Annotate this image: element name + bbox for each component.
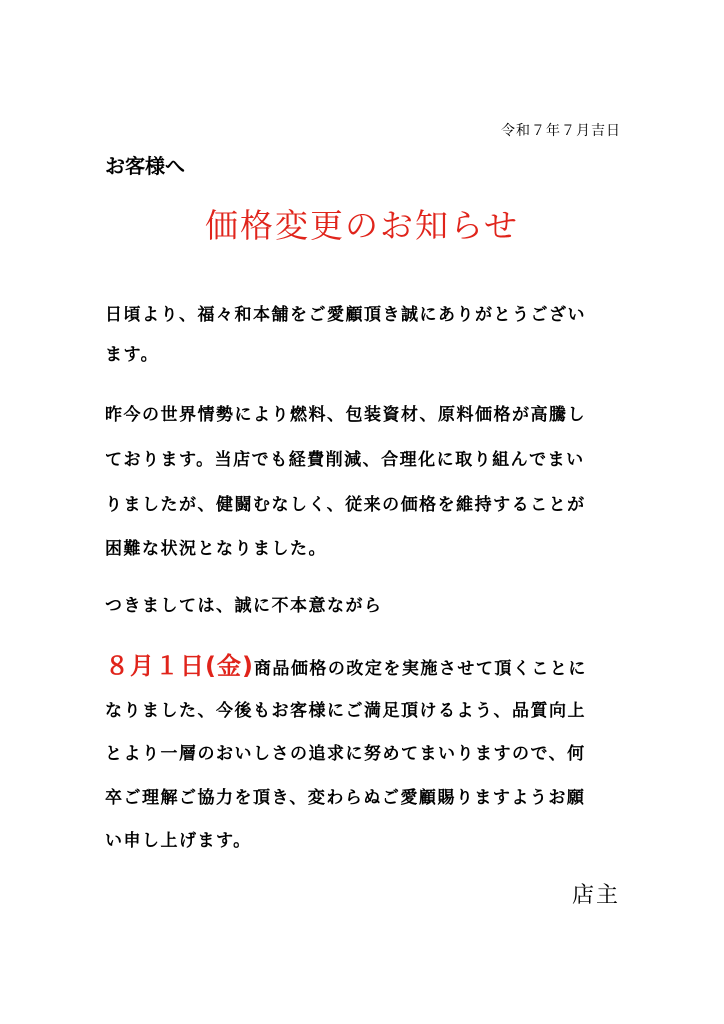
effective-date: ８月１日(金) — [105, 652, 254, 680]
paragraph-line: つきましては、誠に不本意ながら — [105, 596, 383, 616]
paragraph-line: 困難な状況となりました。 — [105, 539, 327, 559]
paragraph-line: 卒ご理解ご協力を頂き、変わらぬご愛顧賜りますようお願 — [105, 788, 586, 808]
paragraph-line: 昨今の世界情勢により燃料、包装資材、原料価格が高騰し — [105, 405, 586, 425]
announcement-text: 商品価格の改定を実施させて頂くことに — [253, 659, 587, 679]
paragraph-line: とより一層のおいしさの追求に努めてまいりますので、何 — [105, 744, 586, 764]
notice-title: 価格変更のお知らせ — [204, 206, 519, 245]
paragraph-line: りましたが、健闘むなしく、従来の価格を維持することが — [105, 495, 586, 515]
addressee: お客様へ — [105, 154, 185, 178]
notice-date: 令和７年７月吉日 — [501, 123, 621, 139]
announcement-first-line — [105, 646, 587, 681]
paragraph-line: ます。 — [105, 345, 160, 365]
paragraph-line: ております。当店でも経費削減、合理化に取り組んでまい — [105, 450, 585, 470]
paragraph-line: なりました、今後もお客様にご満足頂けるよう、品質向上 — [105, 701, 586, 721]
signature: 店主 — [571, 883, 620, 908]
paragraph-line: 日頃より、福々和本舗をご愛顧頂き誠にありがとうござい — [105, 305, 586, 325]
paragraph-line: い申し上げます。 — [105, 831, 252, 851]
